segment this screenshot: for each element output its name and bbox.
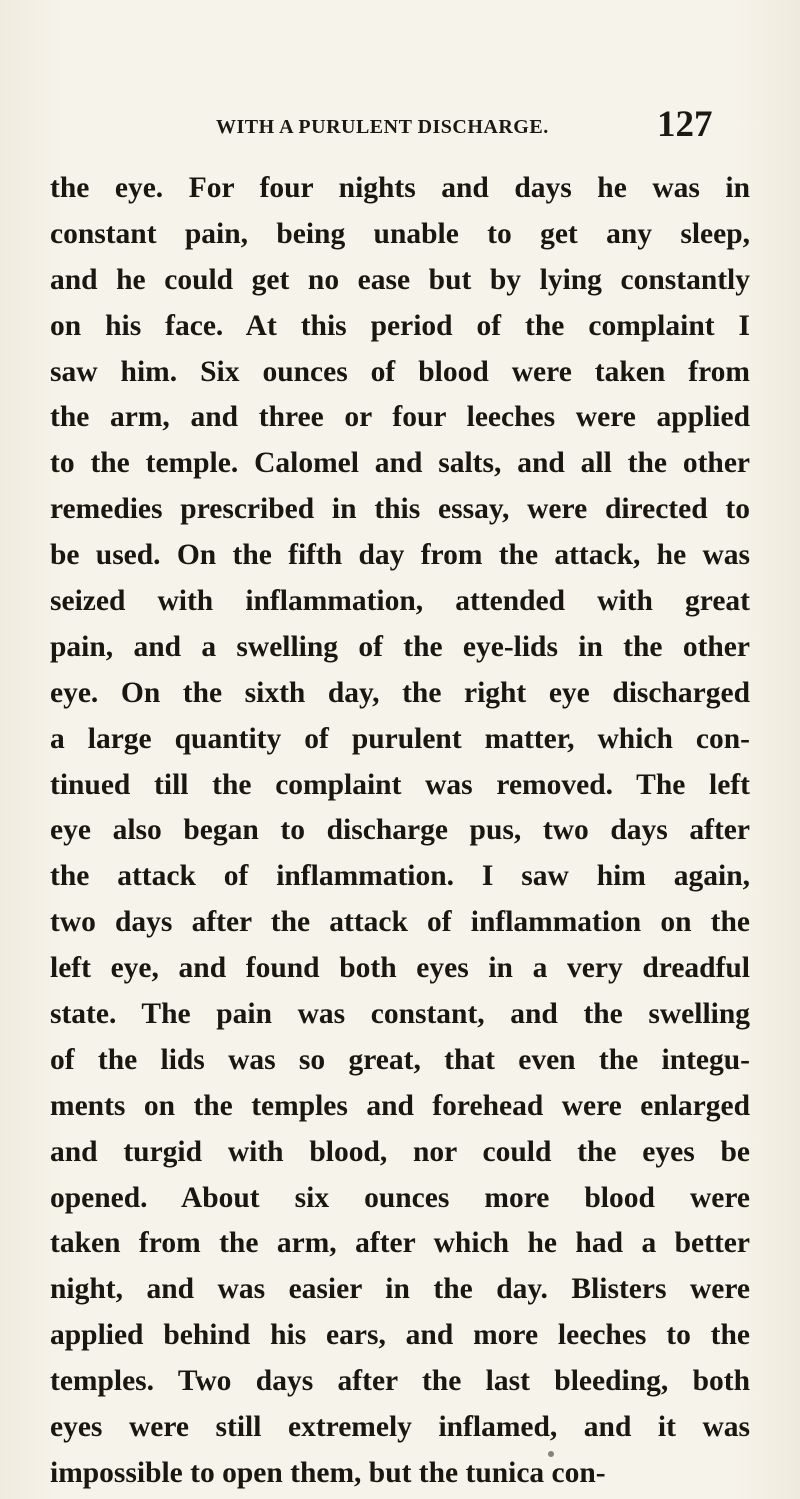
text-line: on his face. At this period of the complaint I [50,309,750,342]
ink-speck [548,1451,554,1457]
text-line: remedies prescribed in this essay, were directed to [50,493,750,526]
text-line: pain, and a swelling of the eye-lids in the other [50,630,750,663]
text-line: eyes were still extremely inflamed, and it was [50,1411,750,1444]
text-line: ments on the temples and forehead were enlarged [50,1089,750,1122]
text-line: eye also began to discharge pus, two days after [50,814,750,847]
text-line: to the temple. Calomel and salts, and all the other [50,447,750,480]
text-line: be used. On the fifth day from the attack, he was [50,539,750,572]
text-line: and turgid with blood, nor could the eyes be [50,1135,750,1168]
text-line: constant pain, being unable to get any sleep, [50,217,750,250]
text-line: the arm, and three or four leeches were applied [50,401,750,434]
text-line: saw him. Six ounces of blood were taken from [50,355,750,388]
text-line: two days after the attack of inflammation on the [50,906,750,939]
text-line: applied behind his ears, and more leeches to the [50,1319,750,1352]
text-line: a large quantity of purulent matter, which con- [50,722,750,755]
text-line: tinued till the complaint was removed. The left [50,768,750,801]
text-line: of the lids was so great, that even the integu- [50,1043,750,1076]
page-number: 127 [657,104,713,145]
text-line: eye. On the sixth day, the right eye discharged [50,676,750,709]
text-line: the attack of inflammation. I saw him again, [50,860,750,893]
text-line: opened. About six ounces more blood were [50,1181,750,1214]
text-line: impossible to open them, but the tunica con- [50,1456,606,1489]
text-line: the eye. For four nights and days he was in [50,172,750,204]
body-text [50,166,750,1497]
running-head: WITH A PURULENT DISCHARGE. [216,116,549,138]
text-line: state. The pain was constant, and the swelling [50,998,750,1031]
text-line: night, and was easier in the day. Blisters were [50,1273,750,1306]
text-line: taken from the arm, after which he had a better [50,1227,750,1260]
text-line: temples. Two days after the last bleeding, both [50,1365,750,1398]
text-line: and he could get no ease but by lying constantly [50,263,750,296]
text-line: left eye, and found both eyes in a very dreadful [50,952,750,985]
text-line: seized with inflammation, attended with great [50,585,750,618]
